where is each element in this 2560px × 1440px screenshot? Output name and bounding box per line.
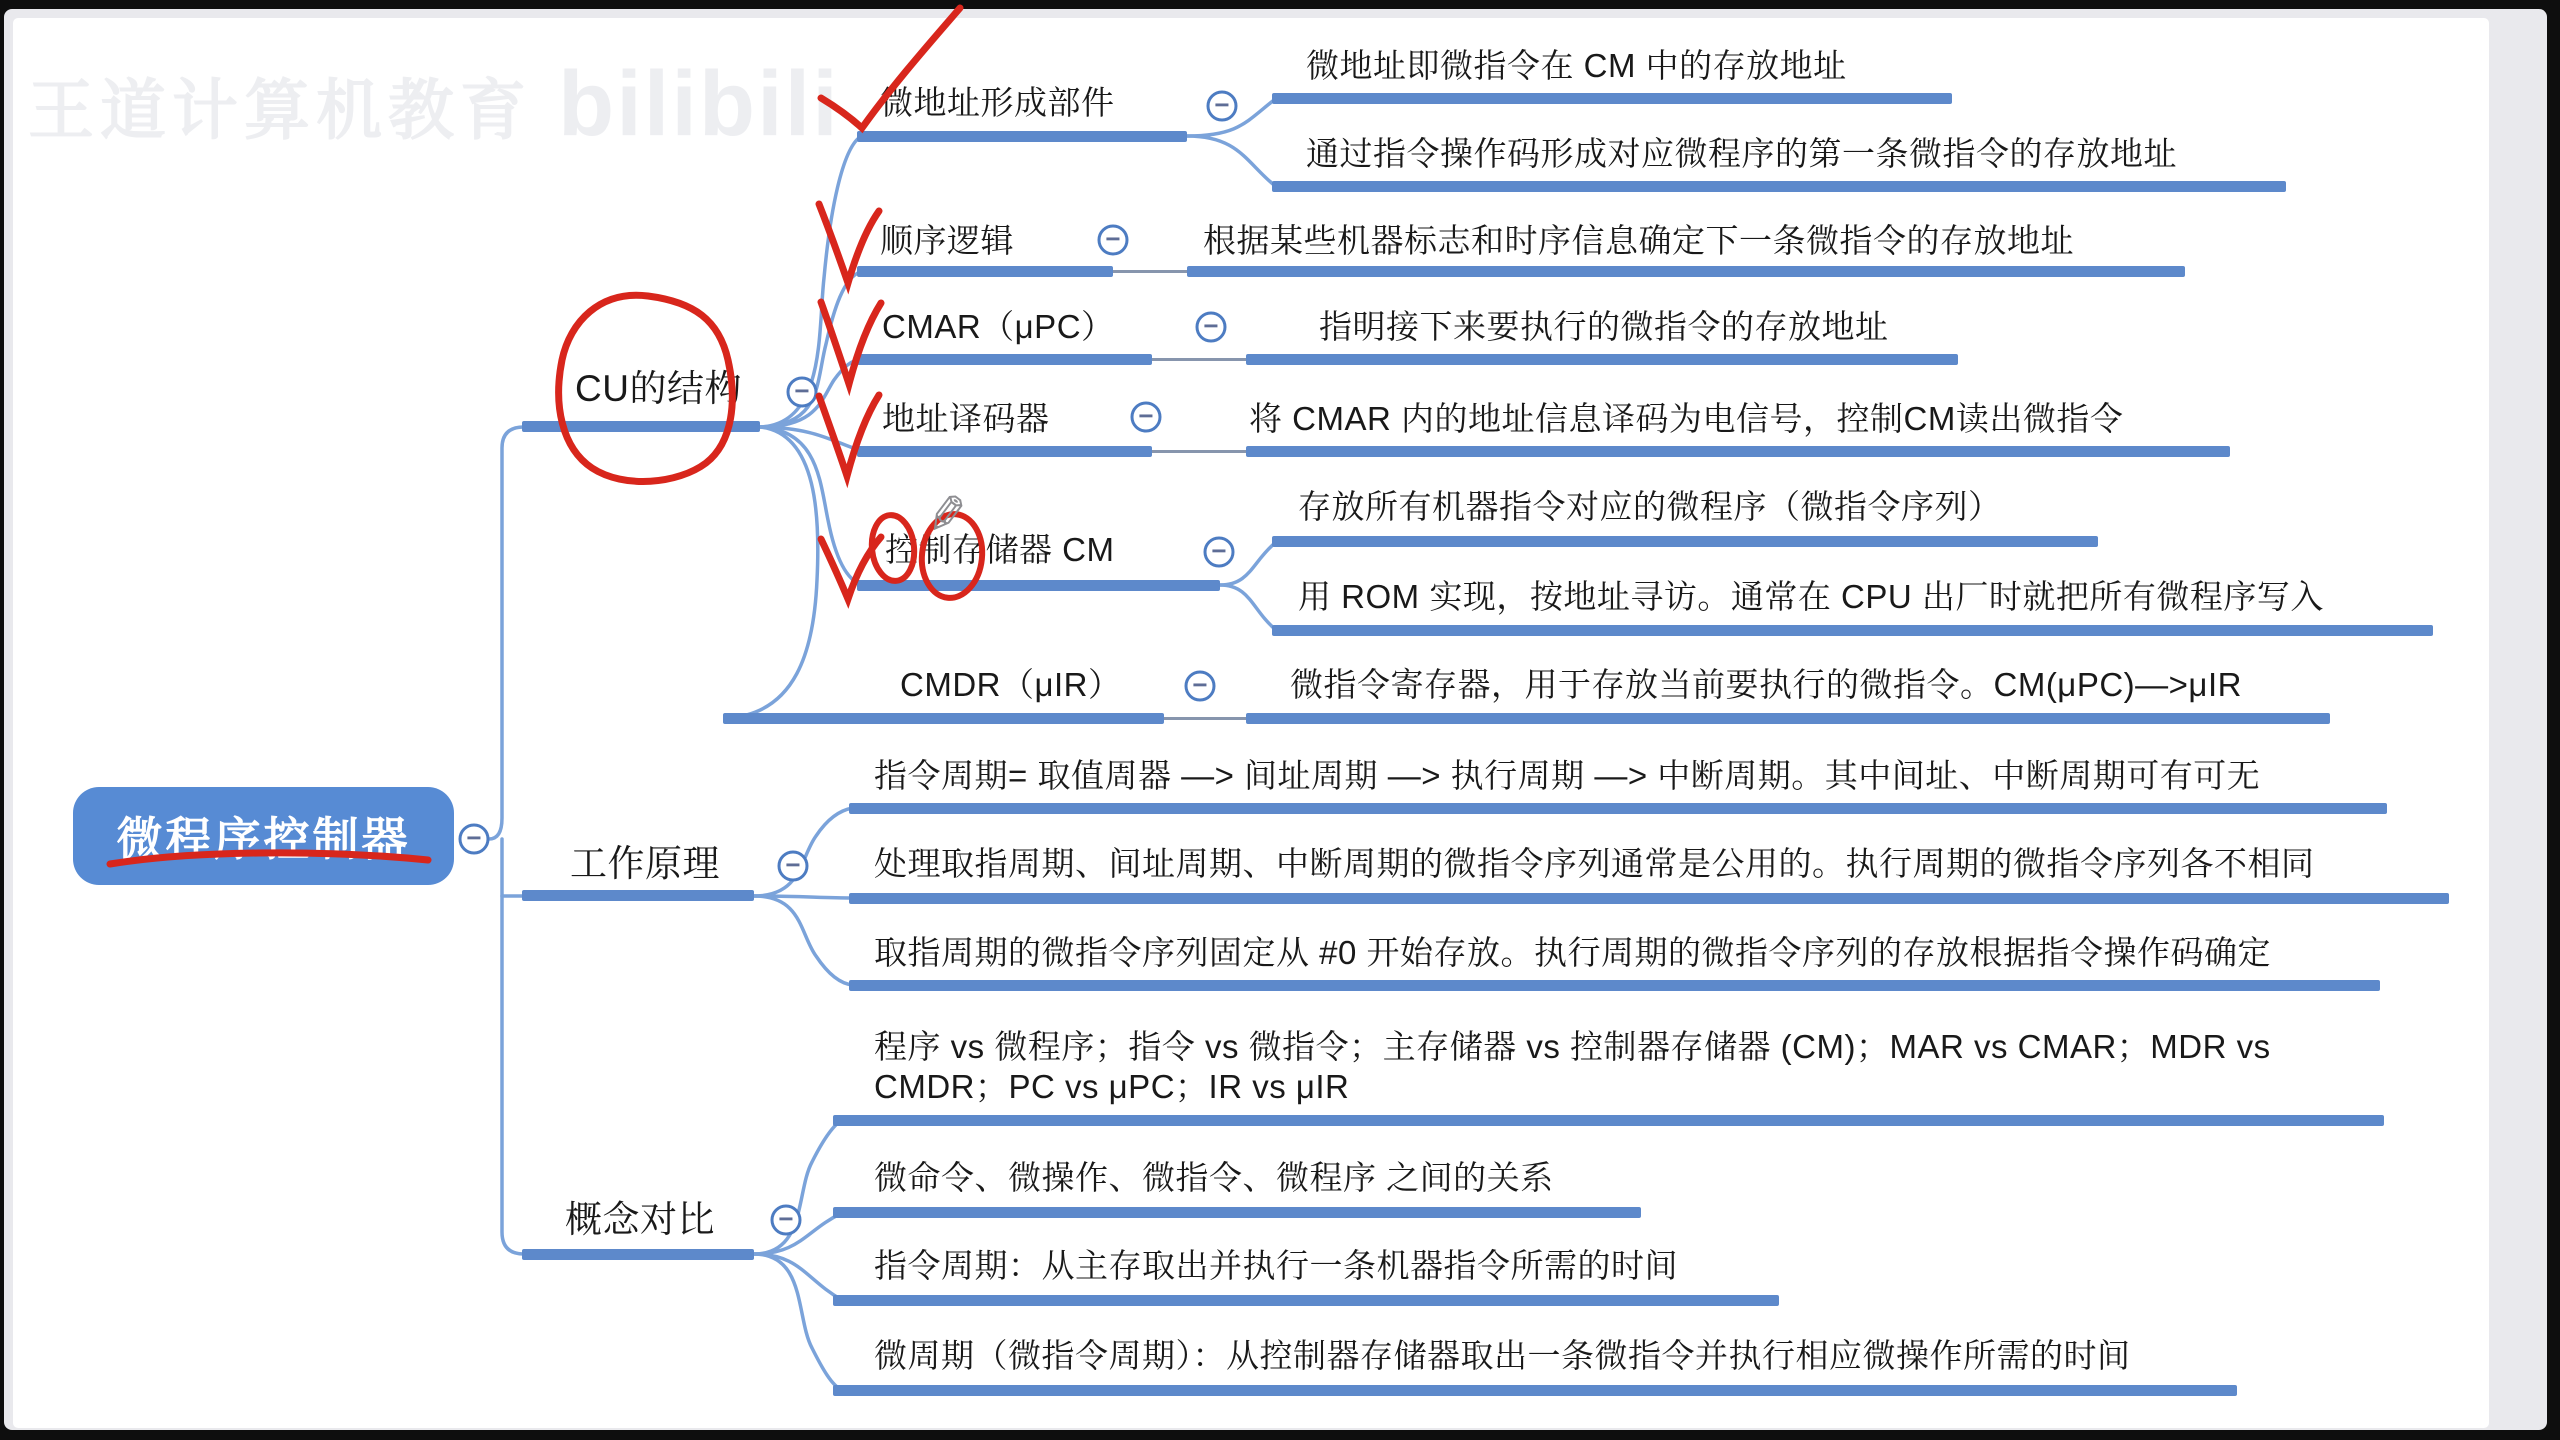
minus-icon: − [1211,535,1227,566]
minus-icon: − [794,375,810,406]
node-control-memory-stores[interactable]: 存放所有机器指令对应的微程序（微指令序列） [1298,488,2002,525]
underline-bar-r2 [857,266,1113,277]
underline-bar-r1a [1272,93,1952,104]
node-sequence-logic[interactable]: 顺序逻辑 [880,222,1014,259]
watermark [28,52,840,157]
link-line-r2 [1113,270,1187,273]
node-term-comparisons[interactable]: 程序 vs 微程序；指令 vs 微指令；主存储器 vs 控制器存储器 (CM)；MAR vs CMAR；MDR vs CMDR；PC vs μPC；IR vs μIR [874,1028,2271,1105]
node-cmar[interactable]: CMAR（μPC） [882,308,1115,345]
collapse-button-cmar[interactable] [1196,312,1227,343]
node-instruction-cycle-def[interactable]: 指令周期：从主存取出并执行一条机器指令所需的时间 [874,1247,1678,1284]
collapse-button-gn[interactable] [771,1205,802,1236]
minus-icon: − [1105,223,1121,254]
node-instruction-cycle-chain[interactable]: 指令周期= 取值周器 —> 间址周期 —> 执行周期 —> 中断周期。其中间址、中断周期可有可无 [874,757,2261,794]
underline-bar-r5 [857,580,1220,591]
minus-icon: − [1214,89,1230,120]
underline-bar-r4-desc [1246,446,2230,457]
minus-icon: − [1138,400,1154,431]
underline-bar-cu [522,421,760,432]
underline-bar-gn3 [833,1295,1779,1306]
underline-bar-r1 [857,131,1187,142]
root-node-label: 微程序控制器 [116,813,411,865]
underline-bar-r6 [723,713,1164,724]
minus-icon: − [778,1203,794,1234]
link-line-r6 [1164,717,1246,720]
underline-bar-r3 [857,354,1152,365]
node-control-memory-rom[interactable]: 用 ROM 实现，按地址寻访。通常在 CPU 出厂时就把所有微程序写入 [1298,578,2324,615]
node-opcode-forms-address[interactable]: 通过指令操作码形成对应微程序的第一条微指令的存放地址 [1306,135,2177,172]
collapse-button-cmdr[interactable] [1185,671,1216,702]
node-sequence-logic-desc[interactable]: 根据某些机器标志和时序信息确定下一条微指令的存放地址 [1203,222,2074,259]
node-cmar-desc[interactable]: 指明接下来要执行的微指令的存放地址 [1319,308,1889,345]
underline-bar-r1b [1272,181,2286,192]
node-shared-microsequences[interactable]: 处理取指周期、间址周期、中断周期的微指令序列通常是公用的。执行周期的微指令序列各不相同 [874,845,2315,882]
minus-icon: − [1203,310,1219,341]
branch-label-concept-compare[interactable]: 概念对比 [565,1199,715,1240]
collapse-button-micro-address[interactable] [1207,91,1238,122]
collapse-button-root[interactable] [459,824,490,855]
underline-bar-gz1 [849,803,2387,814]
node-cmdr-desc[interactable]: 微指令寄存器，用于存放当前要执行的微指令。CM(μPC)—>μIR [1290,666,2242,703]
underline-bar-gn1 [833,1115,2384,1126]
node-address-decoder[interactable]: 地址译码器 [882,400,1050,437]
underline-bar-r3-desc [1246,354,1958,365]
minus-icon: − [785,849,801,880]
node-micro-relations[interactable]: 微命令、微操作、微指令、微程序 之间的关系 [874,1159,1554,1196]
underline-bar-gn [522,1249,754,1260]
branch-label-cu-structure[interactable]: CU的结构 [575,368,742,409]
collapse-button-decoder[interactable] [1131,402,1162,433]
collapse-button-sequence-logic[interactable] [1098,225,1129,256]
root-node[interactable] [73,787,454,885]
underline-bar-r6-desc [1246,713,2330,724]
bilibili-logo: bilibili [558,53,840,155]
link-line-r3 [1152,358,1246,361]
node-fetch-sequence-location[interactable]: 取指周期的微指令序列固定从 #0 开始存放。执行周期的微指令序列的存放根据指令操作码确定 [874,934,2272,971]
minus-icon: − [1192,669,1208,700]
underline-bar-gz [522,890,754,901]
underline-bar-r4 [857,446,1152,457]
collapse-button-control-memory[interactable] [1204,537,1235,568]
link-line-r4 [1152,450,1246,453]
underline-bar-r5b [1272,625,2433,636]
minus-icon: − [466,822,482,853]
branch-label-working-principle[interactable]: 工作原理 [570,843,720,884]
node-address-decoder-desc[interactable]: 将 CMAR 内的地址信息译码为电信号，控制CM读出微指令 [1249,400,2124,437]
underline-bar-gn2 [833,1207,1641,1218]
node-control-memory[interactable]: 控制存储器 CM [885,531,1115,568]
node-cmdr[interactable]: CMDR（μIR） [900,666,1122,703]
underline-bar-r2-desc [1187,266,2185,277]
underline-bar-gn4 [833,1385,2237,1396]
collapse-button-gz[interactable] [778,851,809,882]
underline-bar-gz2 [849,893,2449,904]
pencil-cursor-icon: ✎ [922,484,972,546]
collapse-button-cu[interactable] [787,377,818,408]
node-micro-cycle-def[interactable]: 微周期（微指令周期）：从控制器存储器取出一条微指令并执行相应微操作所需的时间 [874,1337,2131,1374]
node-micro-address-unit[interactable]: 微地址形成部件 [880,84,1115,121]
underline-bar-r5a [1272,536,2098,547]
underline-bar-gz3 [849,980,2380,991]
watermark-brand-text: 王道计算机教育 [28,73,532,147]
node-micro-address-def[interactable]: 微地址即微指令在 CM 中的存放地址 [1306,47,1847,84]
